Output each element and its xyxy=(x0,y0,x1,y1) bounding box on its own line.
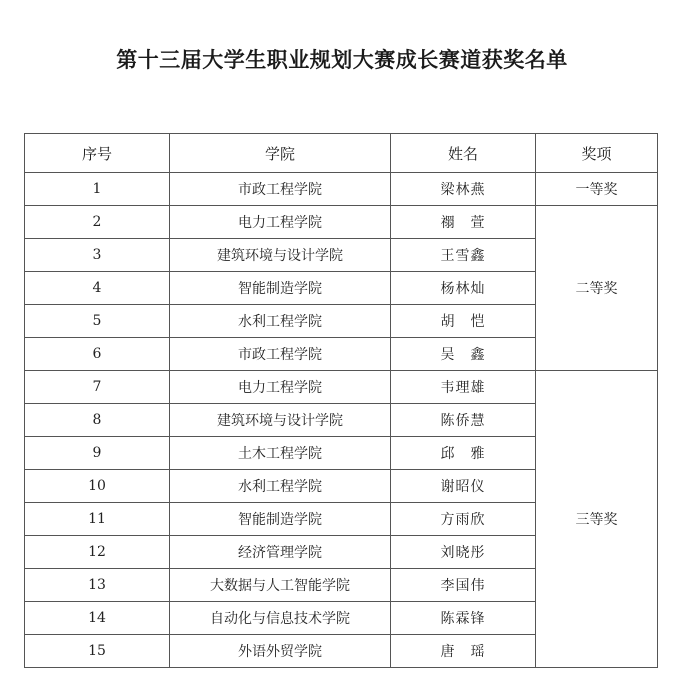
cell-name: 李国伟 xyxy=(391,569,536,602)
awards-table xyxy=(24,133,658,668)
cell-name: 方雨欣 xyxy=(391,503,536,536)
cell-name: 胡 恺 xyxy=(391,305,536,338)
cell-name: 邱 雅 xyxy=(391,437,536,470)
table-row xyxy=(25,206,658,239)
award-third: 三等奖 xyxy=(536,371,658,668)
cell-college: 建筑环境与设计学院 xyxy=(170,404,391,437)
cell-name: 吴 鑫 xyxy=(391,338,536,371)
header-college: 学院 xyxy=(170,134,391,173)
cell-name: 刘晓彤 xyxy=(391,536,536,569)
cell-name: 陈霖锋 xyxy=(391,602,536,635)
cell-college: 智能制造学院 xyxy=(170,503,391,536)
cell-college: 土木工程学院 xyxy=(170,437,391,470)
cell-college: 经济管理学院 xyxy=(170,536,391,569)
cell-no: 7 xyxy=(25,371,170,404)
cell-college: 市政工程学院 xyxy=(170,338,391,371)
cell-college: 水利工程学院 xyxy=(170,470,391,503)
cell-no: 12 xyxy=(25,536,170,569)
cell-name: 梁林燕 xyxy=(391,173,536,206)
cell-no: 8 xyxy=(25,404,170,437)
award-first: 一等奖 xyxy=(536,173,658,206)
header-name: 姓名 xyxy=(391,134,536,173)
cell-no: 4 xyxy=(25,272,170,305)
cell-name: 韦理雄 xyxy=(391,371,536,404)
cell-no: 11 xyxy=(25,503,170,536)
cell-name: 王雪鑫 xyxy=(391,239,536,272)
cell-name: 禤 萱 xyxy=(391,206,536,239)
award-second: 二等奖 xyxy=(536,206,658,371)
cell-no: 13 xyxy=(25,569,170,602)
table-header-row xyxy=(25,134,658,173)
cell-no: 2 xyxy=(25,206,170,239)
cell-no: 5 xyxy=(25,305,170,338)
cell-college: 大数据与人工智能学院 xyxy=(170,569,391,602)
cell-name: 谢昭仪 xyxy=(391,470,536,503)
page-title: 第十三届大学生职业规划大赛成长赛道获奖名单 xyxy=(116,48,568,72)
table-row xyxy=(25,173,658,206)
cell-college: 电力工程学院 xyxy=(170,371,391,404)
cell-college: 智能制造学院 xyxy=(170,272,391,305)
cell-college: 市政工程学院 xyxy=(170,173,391,206)
cell-name: 陈侨慧 xyxy=(391,404,536,437)
cell-college: 外语外贸学院 xyxy=(170,635,391,668)
cell-no: 6 xyxy=(25,338,170,371)
cell-no: 3 xyxy=(25,239,170,272)
table-row xyxy=(25,371,658,404)
header-award: 奖项 xyxy=(536,134,658,173)
cell-no: 9 xyxy=(25,437,170,470)
cell-name: 杨林灿 xyxy=(391,272,536,305)
cell-college: 电力工程学院 xyxy=(170,206,391,239)
cell-no: 15 xyxy=(25,635,170,668)
cell-name: 唐 瑶 xyxy=(391,635,536,668)
cell-college: 自动化与信息技术学院 xyxy=(170,602,391,635)
cell-college: 建筑环境与设计学院 xyxy=(170,239,391,272)
cell-no: 1 xyxy=(25,173,170,206)
header-no: 序号 xyxy=(25,134,170,173)
cell-no: 10 xyxy=(25,470,170,503)
cell-college: 水利工程学院 xyxy=(170,305,391,338)
cell-no: 14 xyxy=(25,602,170,635)
